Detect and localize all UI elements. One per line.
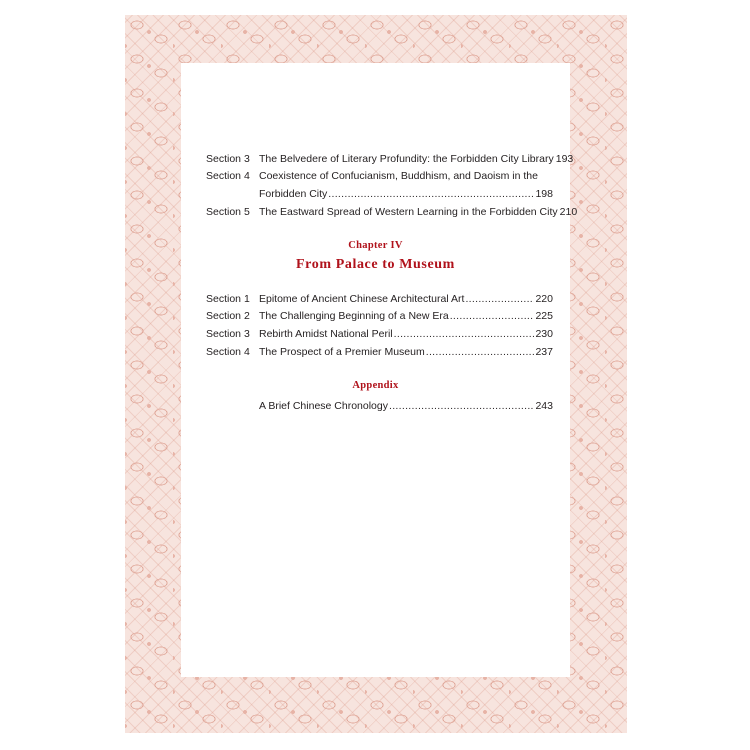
- dot-leader: [465, 290, 534, 308]
- toc-section-label: Section 4: [206, 346, 250, 358]
- toc-page-number: 243: [535, 400, 553, 412]
- toc-section-label: Section 5: [206, 206, 250, 218]
- toc-entry-title: The Belvedere of Literary Profundity: the Forbidden City Library: [259, 153, 554, 165]
- toc-entry[interactable]: [259, 343, 553, 361]
- toc-entry-title-line2: Forbidden City: [259, 188, 328, 200]
- toc-entry-appendix[interactable]: [259, 397, 553, 415]
- toc-entry[interactable]: [259, 290, 553, 308]
- toc-section-label: Section 3: [206, 328, 250, 340]
- toc-entry-title: Rebirth Amidst National Peril: [259, 328, 393, 340]
- dot-leader: [389, 397, 534, 415]
- dot-leader: [328, 185, 534, 203]
- dot-leader: [426, 343, 535, 361]
- toc-section-label: Section 1: [206, 293, 250, 305]
- toc-section-label: Section 2: [206, 310, 250, 322]
- toc-entry[interactable]: [259, 203, 578, 221]
- toc-page-number: 210: [559, 206, 578, 218]
- toc-entry[interactable]: [259, 150, 574, 168]
- chapter-label: Chapter IV: [348, 240, 403, 251]
- appendix-label: Appendix: [352, 380, 399, 391]
- toc-entry-title: A Brief Chinese Chronology: [259, 400, 388, 412]
- toc-entry-title: Epitome of Ancient Chinese Architectural Art: [259, 293, 465, 305]
- toc-entry-title-line1[interactable]: Coexistence of Confucianism, Buddhism, and Daoism in the: [259, 170, 538, 182]
- toc-section-label: Section 3: [206, 153, 250, 165]
- toc-entry[interactable]: [259, 325, 553, 343]
- chapter-title: From Palace to Museum: [296, 257, 455, 272]
- toc-entry[interactable]: [259, 185, 553, 203]
- toc-section-label: Section 4: [206, 170, 250, 182]
- toc-entry-title: The Eastward Spread of Western Learning in the Forbidden City: [259, 206, 558, 218]
- toc-page-number: 193: [555, 153, 574, 165]
- toc-page-number: 225: [535, 310, 553, 322]
- dot-leader: [394, 325, 535, 343]
- toc-entry-title: The Prospect of a Premier Museum: [259, 346, 425, 358]
- toc-entry[interactable]: [259, 307, 553, 325]
- toc-page-number: 230: [535, 328, 553, 340]
- toc-entry-title: The Challenging Beginning of a New Era: [259, 310, 449, 322]
- toc-page-number: 220: [535, 293, 553, 305]
- toc-page-number: 198: [535, 188, 553, 200]
- toc-page-number: 237: [535, 346, 553, 358]
- dot-leader: [450, 307, 535, 325]
